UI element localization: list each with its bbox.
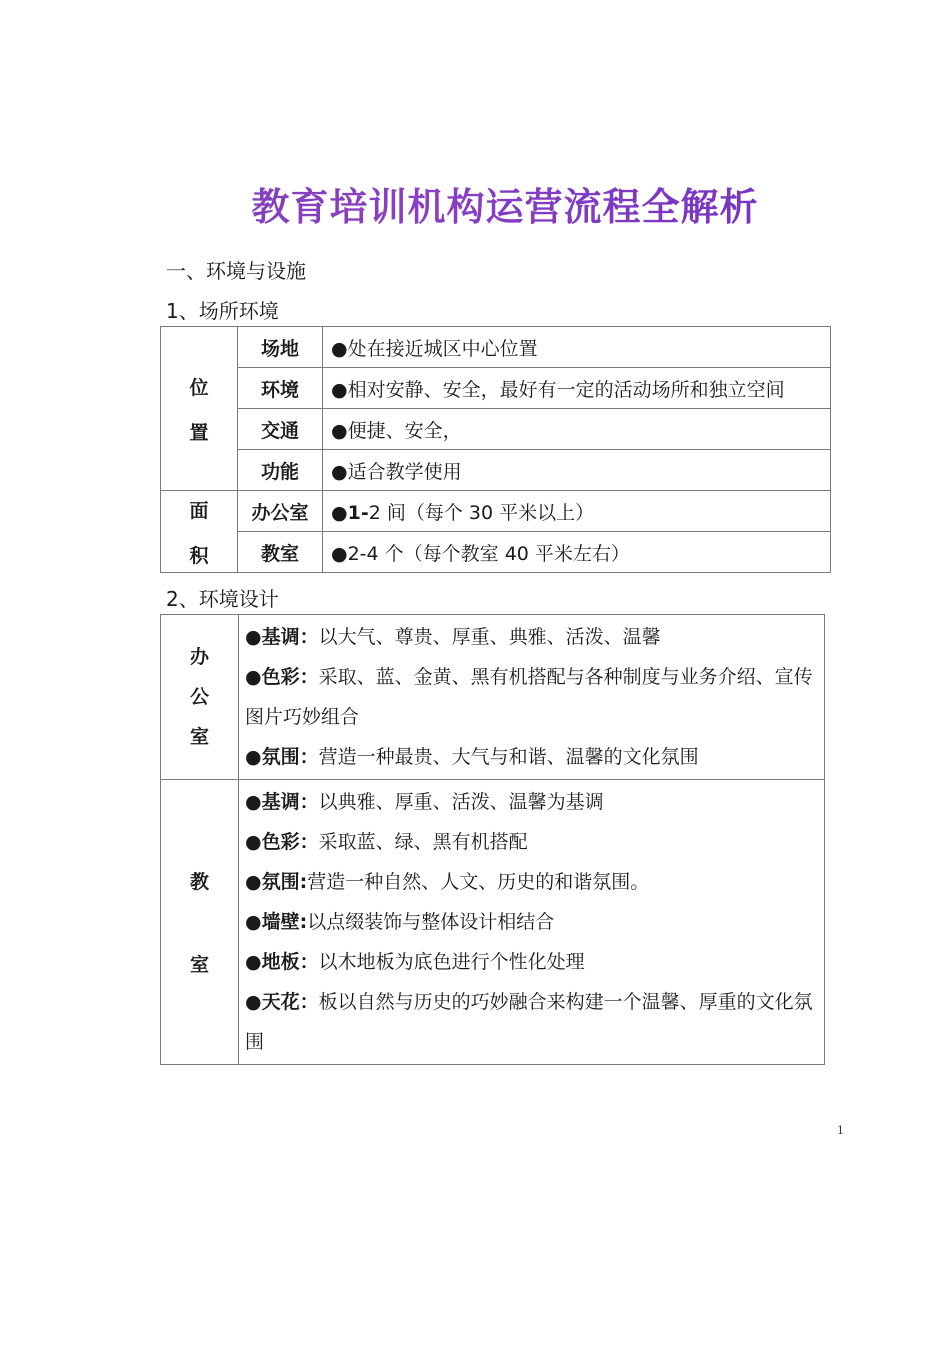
item-key: ●氛围：: [245, 746, 319, 768]
row-value: ●2-4 个（每个教室 40 平米左右）: [323, 532, 831, 573]
office-content: [239, 615, 825, 780]
classroom-label-char: 室: [189, 954, 209, 976]
section-heading: 一、环境与设施: [166, 259, 306, 283]
row-value: ●相对安静、安全，最好有一定的活动场所和独立空间: [323, 368, 831, 409]
item-text: 以点缀装饰与整体设计相结合: [307, 911, 555, 933]
table-row: [161, 450, 831, 491]
list-item: [245, 782, 816, 822]
table-row: [161, 327, 831, 368]
location-label-char: 位: [189, 376, 209, 399]
table-row: [161, 368, 831, 409]
table-row: [161, 615, 825, 780]
subsection-heading-design: 2、环境设计: [166, 587, 279, 611]
item-key: ●色彩：: [245, 831, 319, 853]
venue-table: [160, 326, 831, 573]
location-label-cell: [161, 327, 238, 491]
item-text: 以大气、尊贵、厚重、典雅、活泼、温馨: [318, 626, 661, 648]
area-label-char: 积: [189, 544, 209, 567]
row-name: 交通: [238, 409, 323, 450]
classroom-content: [239, 780, 825, 1065]
row-name: 功能: [238, 450, 323, 491]
office-label-char: 办: [189, 646, 209, 668]
table-row: [161, 780, 825, 1065]
item-text: 采取、蓝、金黄、黑有机搭配与各种制度与业务介绍、宣传图片巧妙组合: [245, 666, 813, 728]
item-key: ●天花：: [245, 991, 319, 1013]
item-text: 以木地板为底色进行个性化处理: [318, 951, 585, 973]
item-text: 营造一种自然、人文、历史的和谐氛围。: [307, 871, 650, 893]
table-row: [161, 409, 831, 450]
list-item: [245, 822, 816, 862]
subsection-heading-venue: 1、场所环境: [166, 299, 279, 323]
list-item: [245, 942, 816, 982]
list-item: [245, 657, 816, 737]
row-name: 教室: [238, 532, 323, 573]
area-label-cell: [161, 491, 238, 573]
bullet: ●: [331, 501, 348, 524]
list-item: [245, 737, 816, 777]
list-item: [245, 982, 816, 1062]
table-row: [161, 491, 831, 532]
item-key: ●氛围:: [245, 871, 308, 893]
item-key: ●地板：: [245, 951, 319, 973]
list-item: [245, 617, 816, 657]
item-key: ●基调：: [245, 791, 319, 813]
bold-text: 1-: [347, 501, 369, 524]
item-text: 板以自然与历史的巧妙融合来构建一个温馨、厚重的文化氛围: [245, 991, 813, 1053]
page-number: 1: [837, 1124, 844, 1137]
list-item: [245, 862, 816, 902]
document-title: 教育培训机构运营流程全解析: [0, 176, 950, 231]
row-value: [323, 491, 831, 532]
row-name: 场地: [238, 327, 323, 368]
location-label-char: 置: [189, 421, 209, 444]
item-key: ●基调：: [245, 626, 319, 648]
area-label-char: 面: [189, 499, 209, 522]
value-text: 2 间（每个 30 平米以上）: [368, 501, 595, 524]
classroom-label-cell: [161, 780, 239, 1065]
list-item: [245, 902, 816, 942]
row-value: ●处在接近城区中心位置: [323, 327, 831, 368]
row-name: 办公室: [238, 491, 323, 532]
row-name: 环境: [238, 368, 323, 409]
office-label-char: 公: [189, 686, 209, 708]
design-table: [160, 614, 825, 1065]
item-text: 采取蓝、绿、黑有机搭配: [318, 831, 528, 853]
item-text: 以典雅、厚重、活泼、温馨为基调: [318, 791, 604, 813]
office-label-char: 室: [189, 726, 209, 748]
office-label-cell: [161, 615, 239, 780]
table-row: [161, 532, 831, 573]
classroom-label-char: 教: [189, 871, 209, 893]
item-key: ●色彩：: [245, 666, 319, 688]
row-value: ●便捷、安全，: [323, 409, 831, 450]
row-value: ●适合教学使用: [323, 450, 831, 491]
item-key: ●墙壁:: [245, 911, 308, 933]
item-text: 营造一种最贵、大气与和谐、温馨的文化氛围: [318, 746, 699, 768]
